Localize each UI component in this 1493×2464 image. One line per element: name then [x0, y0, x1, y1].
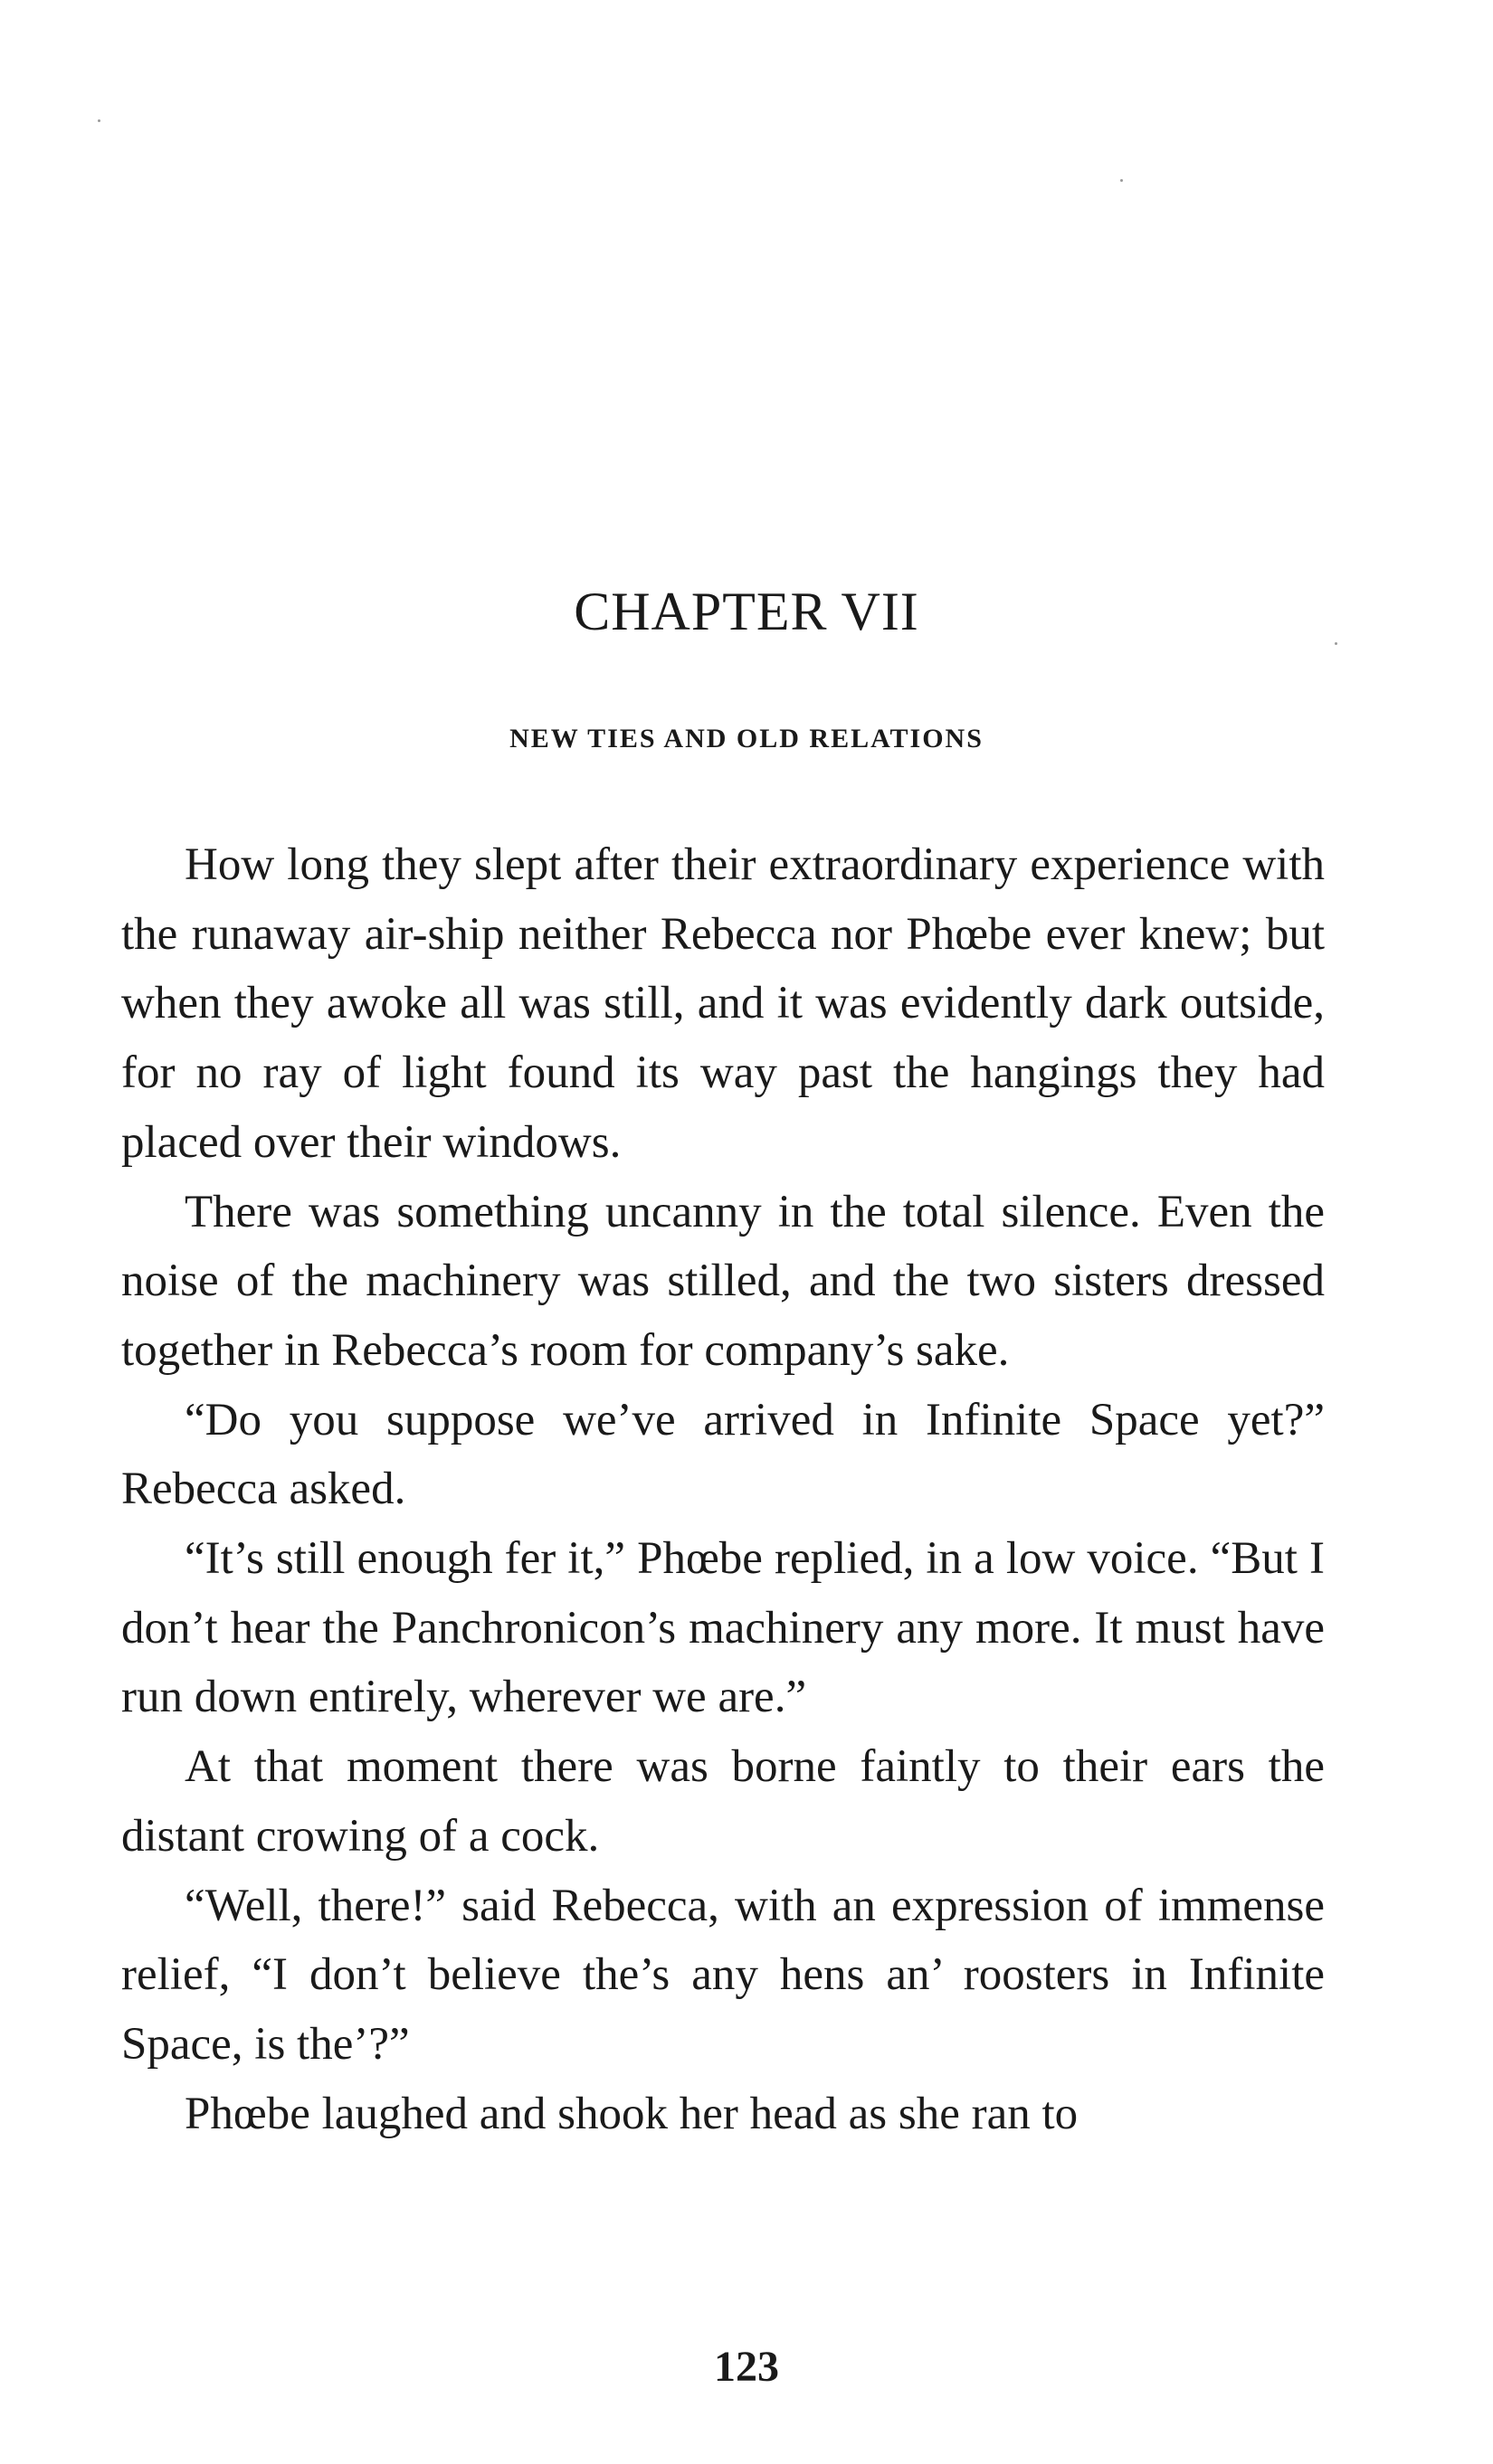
paragraph: How long they slept after their extraordinary experience with the runaway air-ship neither Rebecca nor Phœbe ever knew; but when they awoke all was still, and it was evidently dark outside, for no ray of light found its way past the hangings they had placed over their windows.	[121, 839, 1325, 1168]
chapter-subtitle: NEW TIES AND OLD RELATIONS	[509, 724, 984, 753]
paragraph: “It’s still enough fer it,” Phœbe replied, in a low voice. “But I don’t hear the Panchronicon’s machinery any more. It must have run down entirely, wherever we are.”	[121, 1533, 1325, 1723]
chapter-heading: CHAPTER VII	[574, 582, 919, 641]
paragraph: There was something uncanny in the total silence. Even the noise of the machinery was stilled, and the two sisters dressed together in Rebecca’s room for company’s sake.	[121, 1186, 1325, 1376]
body-text	[121, 830, 1325, 2148]
paragraph: Phœbe laughed and shook her head as she ran to	[185, 2088, 1079, 2139]
paragraph: “Well, there!” said Rebecca, with an expression of immense relief, “I don’t believe the’s any hens an’ roosters in Infinite Space, is the’?”	[121, 1880, 1325, 2070]
paragraph: “Do you suppose we’ve arrived in Infinite Space yet?” Rebecca asked.	[121, 1394, 1325, 1515]
paper-speck	[1120, 179, 1123, 182]
paragraph: At that moment there was borne faintly to their ears the distant crowing of a cock.	[121, 1741, 1325, 1862]
paper-speck	[98, 119, 100, 122]
page-number: 123	[714, 2343, 779, 2391]
